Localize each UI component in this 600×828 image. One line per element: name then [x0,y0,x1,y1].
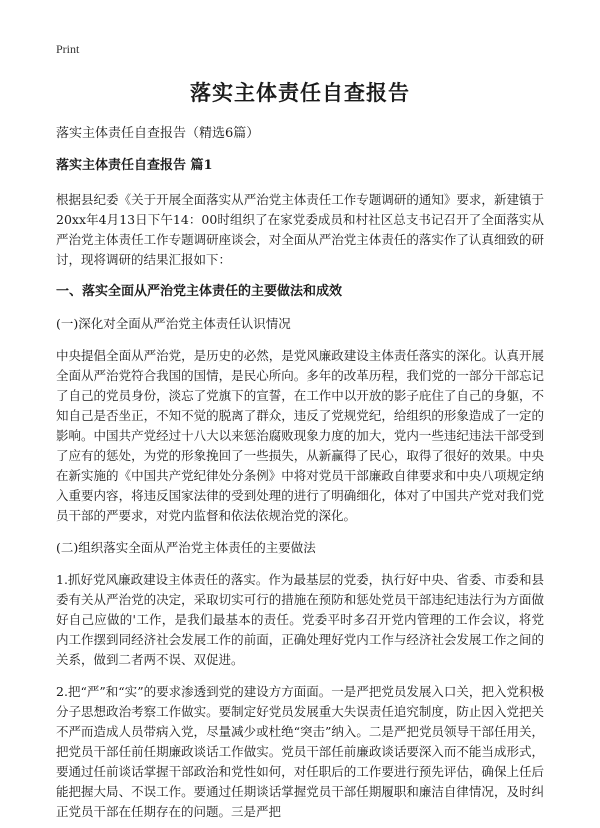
print-label: Print [56,42,80,56]
subsection-two-heading: (二)组织落实全面从严治党主体责任的主要做法 [56,540,316,555]
item-one-paragraph: 1.抓好党风廉政建设主体责任的落实。作为最基层的党委，执行好中央、省委、市委和县委有关从严治党的决定，采取切实可行的措施在预防和惩处党员干部违纪违法行为方面做好自己应做的'工作，是我们最基本的责任。党委平时多召开党内管理的工作会议，将党内工作摆到同经济社会发展工作的前面，正确处理好党内工作与经济社会发展工作之间的关系，做到二者两不误、双促进。 [56,572,544,667]
piece-heading: 落实主体责任自查报告 篇1 [56,158,213,173]
item-two-paragraph: 2.把“严”和“实”的要求渗透到党的建设方方面面。一是严把党员发展入口关，把入党积极分子思想政治考察工作做实。要制定好党员发展重大失误责任追究制度，防止因入党把关不严而造成人员带病入党，尽量减少或杜绝“突击”纳入。二是严把党员领导干部任用关，把党员干部任前任期廉政谈话工作做实。党员干部任前廉政谈话要深入而不能当成形式，要通过任前谈话掌握干部政治和党性如何，对任职后的工作要进行预先评估，确保上任后能把握大局、不误工作。要通过任期谈话掌握党员干部任期履职和廉洁自律情况，及时纠正党员干部在任期存在的问题。三是严把 [56,684,544,819]
subsection-one-heading: (一)深化对全面从严治党主体责任认识情况 [56,316,291,331]
document-title: 落实主体责任自查报告 [190,80,410,105]
intro-paragraph: 根据县纪委《关于开展全面落实从严治党主体责任工作专题调研的通知》要求，新建镇于20xx年4月13日下午14：00时组织了在家党委成员和村社区总支书记召开了全面落实从严治党主体责任工作专题调研座谈会，对全面从严治党主体责任的落实作了认真细致的研讨，现将调研的结果汇报如下： [56,192,544,267]
document-subtitle: 落实主体责任自查报告（精选6篇） [56,126,260,141]
subsection-one-paragraph: 中央提倡全面从严治党，是历史的必然，是党风廉政建设主体责任落实的深化。认真开展全面从严治党符合我国的国情，是民心所向。多年的改革历程，我们党的一部分干部忘记了自己的党员身份，淡忘了党旗下的宣誓，在工作中以开放的影子庇住了自己的身躯，不知自己是否坐正，不知不觉的脱离了群众，违反了党规党纪，给组织的形象造成了一定的影响。中国共产党经过十八大以来惩治腐败现象力度的加大，党内一些违纪违法干部受到了应有的惩处，为党的形象挽回了一些损失，从新赢得了民心，取得了很好的效果。中央在新实施的《中国共产党纪律处分条例》中将对党员干部廉政自律要求和中央八项规定纳入重要内容，将违反国家法律的受到处理的进行了明确细化，体对了中国共产党对我们党员干部的严要求，对党内监督和依法依规治党的深化。 [56,348,544,523]
section-one-heading: 一、落实全面从严治党主体责任的主要做法和成效 [56,284,343,299]
